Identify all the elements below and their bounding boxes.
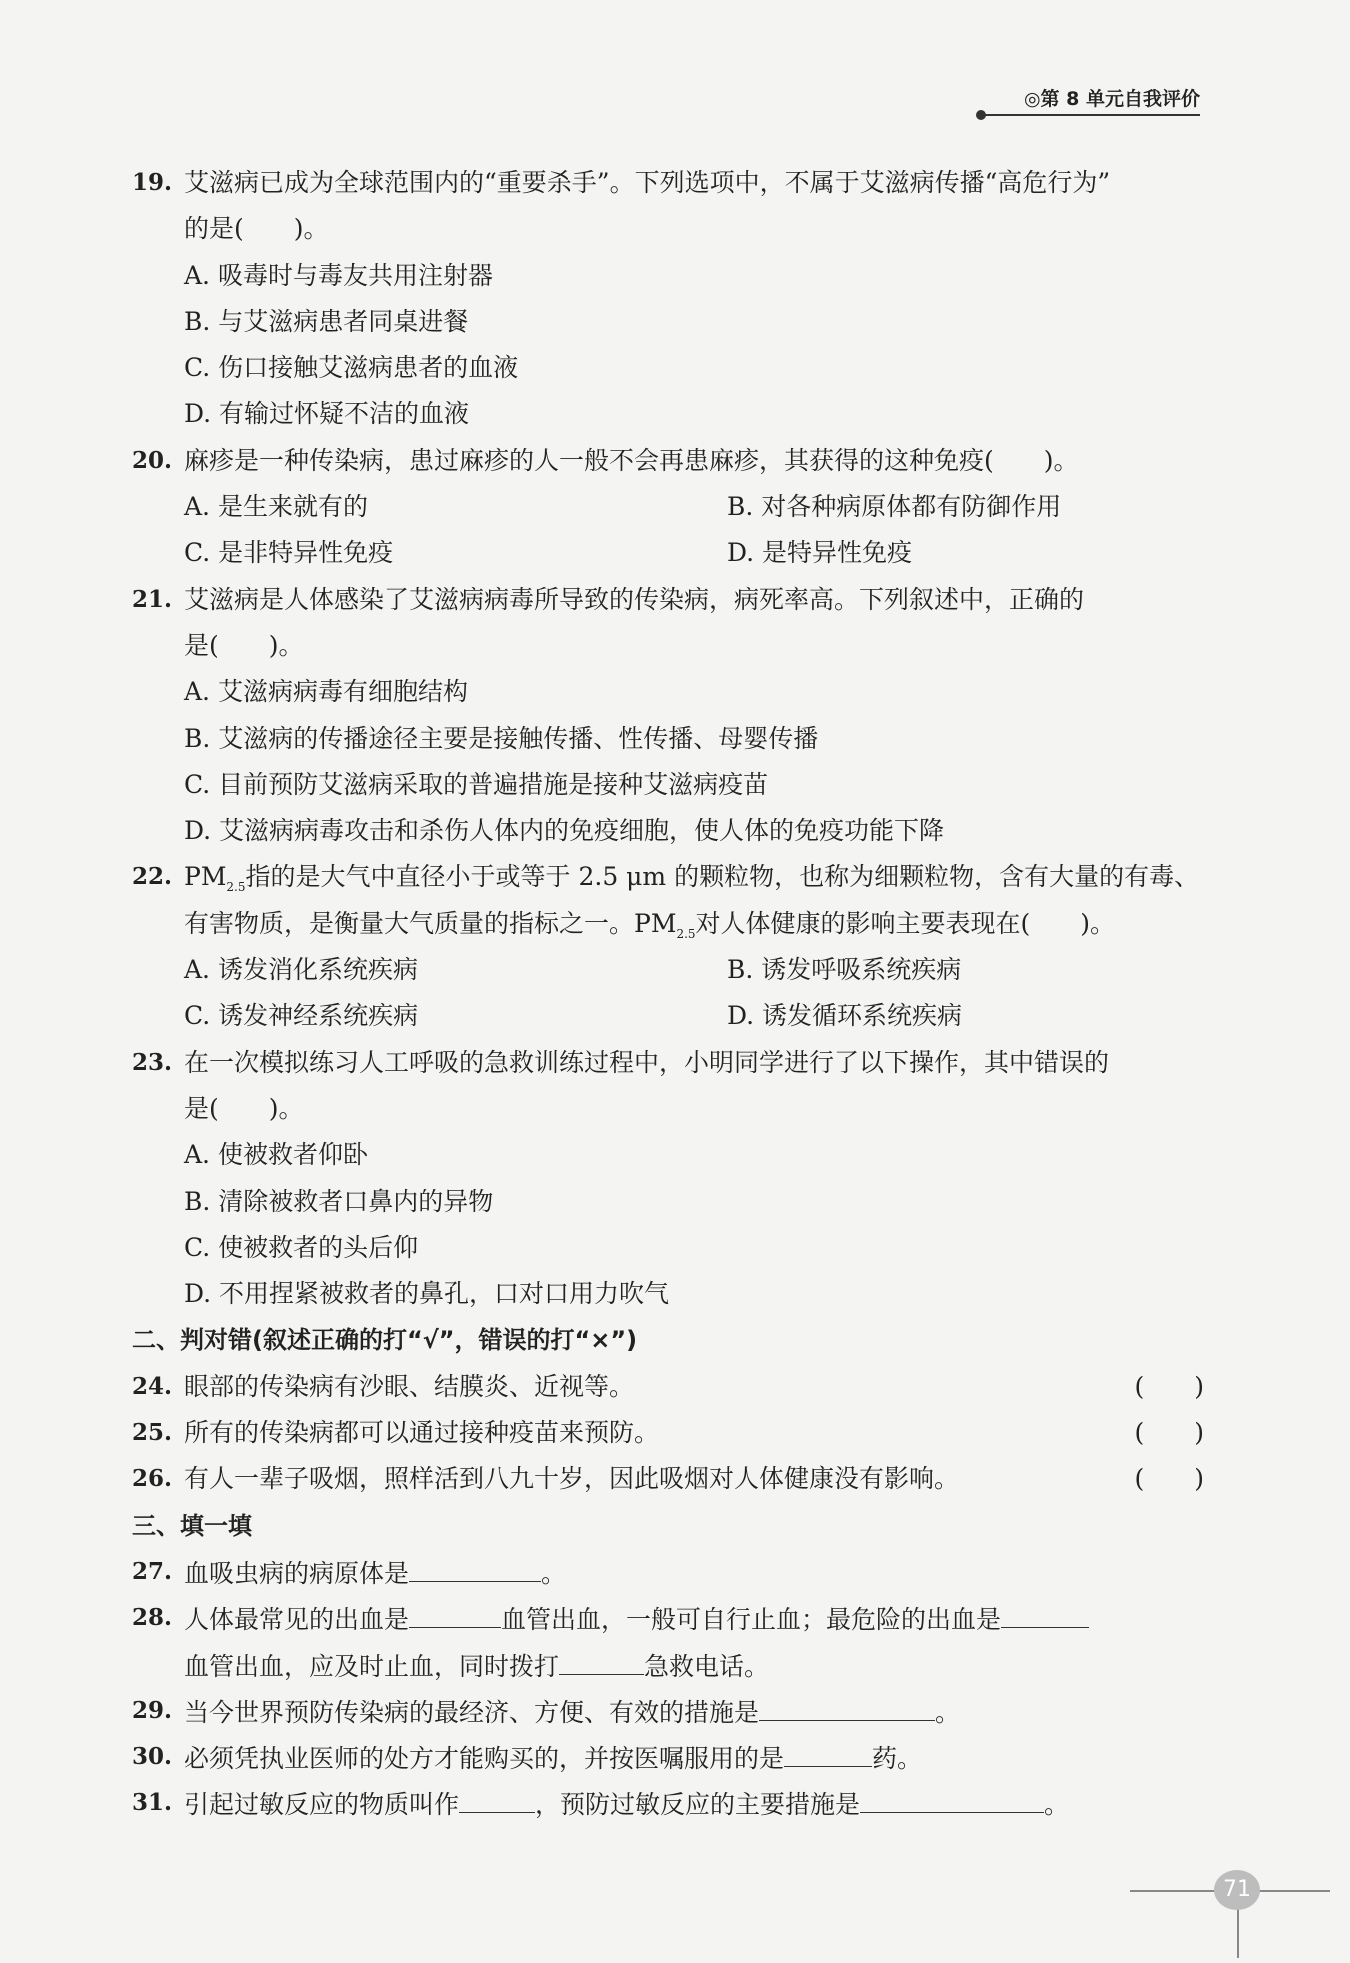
pm-subscript: 2.5 [226, 880, 246, 895]
question-text: 眼部的传染病有沙眼、结膜炎、近视等。 [184, 1371, 635, 1401]
option-b: B. 诱发呼吸系统疾病 [727, 955, 962, 985]
question-29 [132, 1688, 1204, 1734]
question-number: 22. [132, 863, 173, 891]
question-text-part: 急救电话。 [644, 1651, 770, 1681]
question-31 [132, 1780, 1204, 1826]
option-d: D. 艾滋病病毒攻击和杀伤人体内的免疫细胞，使人体的免疫功能下降 [184, 816, 945, 846]
answer-parentheses[interactable]: ( ) [1134, 1371, 1204, 1401]
question-19 [132, 160, 1204, 206]
answer-blank[interactable] [559, 1642, 644, 1675]
question-25 [132, 1410, 1204, 1456]
question-number: 28. [132, 1604, 173, 1632]
question-text-rest: 指的是大气中直径小于或等于 2.5 μm 的颗粒物，也称为细颗粒物，含有大量的有毒、 [245, 862, 1200, 892]
question-text-part: 。 [935, 1697, 961, 1727]
option-a: A. 使被救者仰卧 [184, 1140, 368, 1170]
question-text: 麻疹是一种传染病，患过麻疹的人一般不会再患麻疹，其获得的这种免疫( )。 [184, 445, 1079, 475]
question-22 [132, 854, 1204, 900]
question-number: 27. [132, 1557, 173, 1585]
question-text-part: ，预防过敏反应的主要措施是 [535, 1790, 861, 1820]
question-text-part: 。 [1044, 1790, 1070, 1820]
question-number: 19. [132, 169, 173, 196]
options-row [132, 484, 1204, 530]
answer-blank[interactable] [860, 1780, 1044, 1813]
answer-blank[interactable] [459, 1780, 535, 1813]
question-text-part: 有害物质，是衡量大气质量的指标之一。 [184, 908, 635, 938]
question-text-continued [132, 1642, 1204, 1688]
question-number: 26. [132, 1465, 173, 1493]
question-number: 30. [132, 1743, 173, 1771]
options-row [132, 993, 1204, 1039]
pm-subscript: 2.5 [676, 926, 696, 941]
answer-parentheses[interactable]: ( ) [1134, 1464, 1204, 1494]
question-text [184, 1734, 922, 1782]
answer-blank[interactable] [409, 1595, 501, 1628]
question-text-part: 血吸虫病的病原体是 [184, 1558, 410, 1588]
question-number: 25. [132, 1419, 173, 1447]
header-dot-icon [976, 110, 986, 120]
option-a: A. 诱发消化系统疾病 [184, 955, 418, 985]
question-text-part: 对人体健康的影响主要表现在( )。 [695, 908, 1116, 938]
question-26 [132, 1456, 1204, 1502]
option-d: D. 不用捏紧被救者的鼻孔，口对口用力吹气 [184, 1279, 670, 1309]
question-text: 所有的传染病都可以通过接种疫苗来预防。 [184, 1418, 660, 1448]
question-text-part: 血管出血，应及时止血，同时拨打 [184, 1651, 560, 1681]
answer-parentheses[interactable]: ( ) [1134, 1418, 1204, 1448]
question-text-continued: 的是( )。 [184, 214, 329, 244]
option-c: C. 目前预防艾滋病采取的普遍措施是接种艾滋病疫苗 [184, 769, 769, 799]
pm-term: PM [634, 908, 677, 938]
option-a: A. 吸毒时与毒友共用注射器 [184, 260, 493, 290]
question-30 [132, 1734, 1204, 1780]
question-text-part: 血管出血，一般可自行止血；最危险的出血是 [501, 1605, 1002, 1635]
question-text-continued: 是( )。 [184, 630, 304, 660]
answer-blank[interactable] [409, 1549, 541, 1582]
question-text-part: 药。 [872, 1744, 923, 1774]
question-number: 20. [132, 446, 173, 474]
question-text: 艾滋病已成为全球范围内的“重要杀手”。下列选项中，不属于艾滋病传播“高危行为” [184, 168, 1111, 197]
header-rule [982, 114, 1200, 116]
question-text-part: 当今世界预防传染病的最经济、方便、有效的措施是 [184, 1697, 760, 1727]
option-b: B. 清除被救者口鼻内的异物 [184, 1186, 494, 1216]
option-b: B. 与艾滋病患者同桌进餐 [184, 306, 469, 336]
question-text [184, 1780, 1069, 1828]
option-d: D. 有输过怀疑不洁的血液 [184, 399, 470, 429]
question-text-continued: 是( )。 [184, 1093, 304, 1123]
question-23 [132, 1040, 1204, 1086]
question-21 [132, 577, 1204, 623]
question-text: 艾滋病是人体感染了艾滋病病毒所导致的传染病，病死率高。下列叙述中，正确的 [184, 584, 1085, 614]
question-28 [132, 1595, 1204, 1641]
options-row [132, 947, 1204, 993]
question-number: 24. [132, 1372, 173, 1400]
section-true-false-title: 二、判对错(叙述正确的打“√”，错误的打“×”) [132, 1326, 638, 1355]
pm-term: PM [184, 862, 227, 892]
option-c: C. 是非特异性免疫 [184, 538, 394, 568]
unit-header: ◎第 8 单元自我评价 [1023, 88, 1200, 110]
option-c: C. 使被救者的头后仰 [184, 1232, 419, 1262]
option-a: A. 艾滋病病毒有细胞结构 [184, 677, 468, 707]
question-number: 21. [132, 585, 173, 613]
section-fill-in-title: 三、填一填 [132, 1511, 252, 1540]
option-a: A. 是生来就有的 [184, 492, 368, 522]
question-number: 31. [132, 1789, 173, 1817]
questions-area [132, 160, 1204, 1827]
question-text-continued [132, 901, 1204, 947]
question-text-part: 人体最常见的出血是 [184, 1605, 410, 1635]
question-number: 23. [132, 1048, 173, 1076]
option-b: B. 对各种病原体都有防御作用 [727, 492, 1062, 522]
question-text-part: 。 [541, 1558, 567, 1588]
options-row [132, 530, 1204, 576]
option-d: D. 诱发循环系统疾病 [727, 1001, 963, 1031]
page-number-badge: 71 [1214, 1870, 1260, 1910]
question-text: 有人一辈子吸烟，照样活到八九十岁，因此吸烟对人体健康没有影响。 [184, 1464, 960, 1494]
question-24 [132, 1364, 1204, 1410]
question-number: 29. [132, 1696, 173, 1724]
question-text [184, 1549, 566, 1597]
option-c: C. 伤口接触艾滋病患者的血液 [184, 353, 519, 383]
answer-blank[interactable] [1001, 1595, 1089, 1628]
question-text: 在一次模拟练习人工呼吸的急救训练过程中，小明同学进行了以下操作，其中错误的 [184, 1047, 1110, 1077]
option-b: B. 艾滋病的传播途径主要是接触传播、性传播、母婴传播 [184, 723, 819, 753]
question-20 [132, 438, 1204, 484]
question-text [184, 1688, 960, 1736]
question-27 [132, 1549, 1204, 1595]
question-text-part: 引起过敏反应的物质叫作 [184, 1790, 460, 1820]
option-c: C. 诱发神经系统疾病 [184, 1001, 419, 1031]
question-text [184, 1595, 1089, 1643]
footer-vertical-rule [1237, 1908, 1239, 1958]
answer-blank[interactable] [759, 1688, 935, 1721]
question-text-part: 必须凭执业医师的处方才能购买的，并按医嘱服用的是 [184, 1744, 785, 1774]
answer-blank[interactable] [784, 1734, 872, 1767]
option-d: D. 是特异性免疫 [727, 538, 913, 568]
